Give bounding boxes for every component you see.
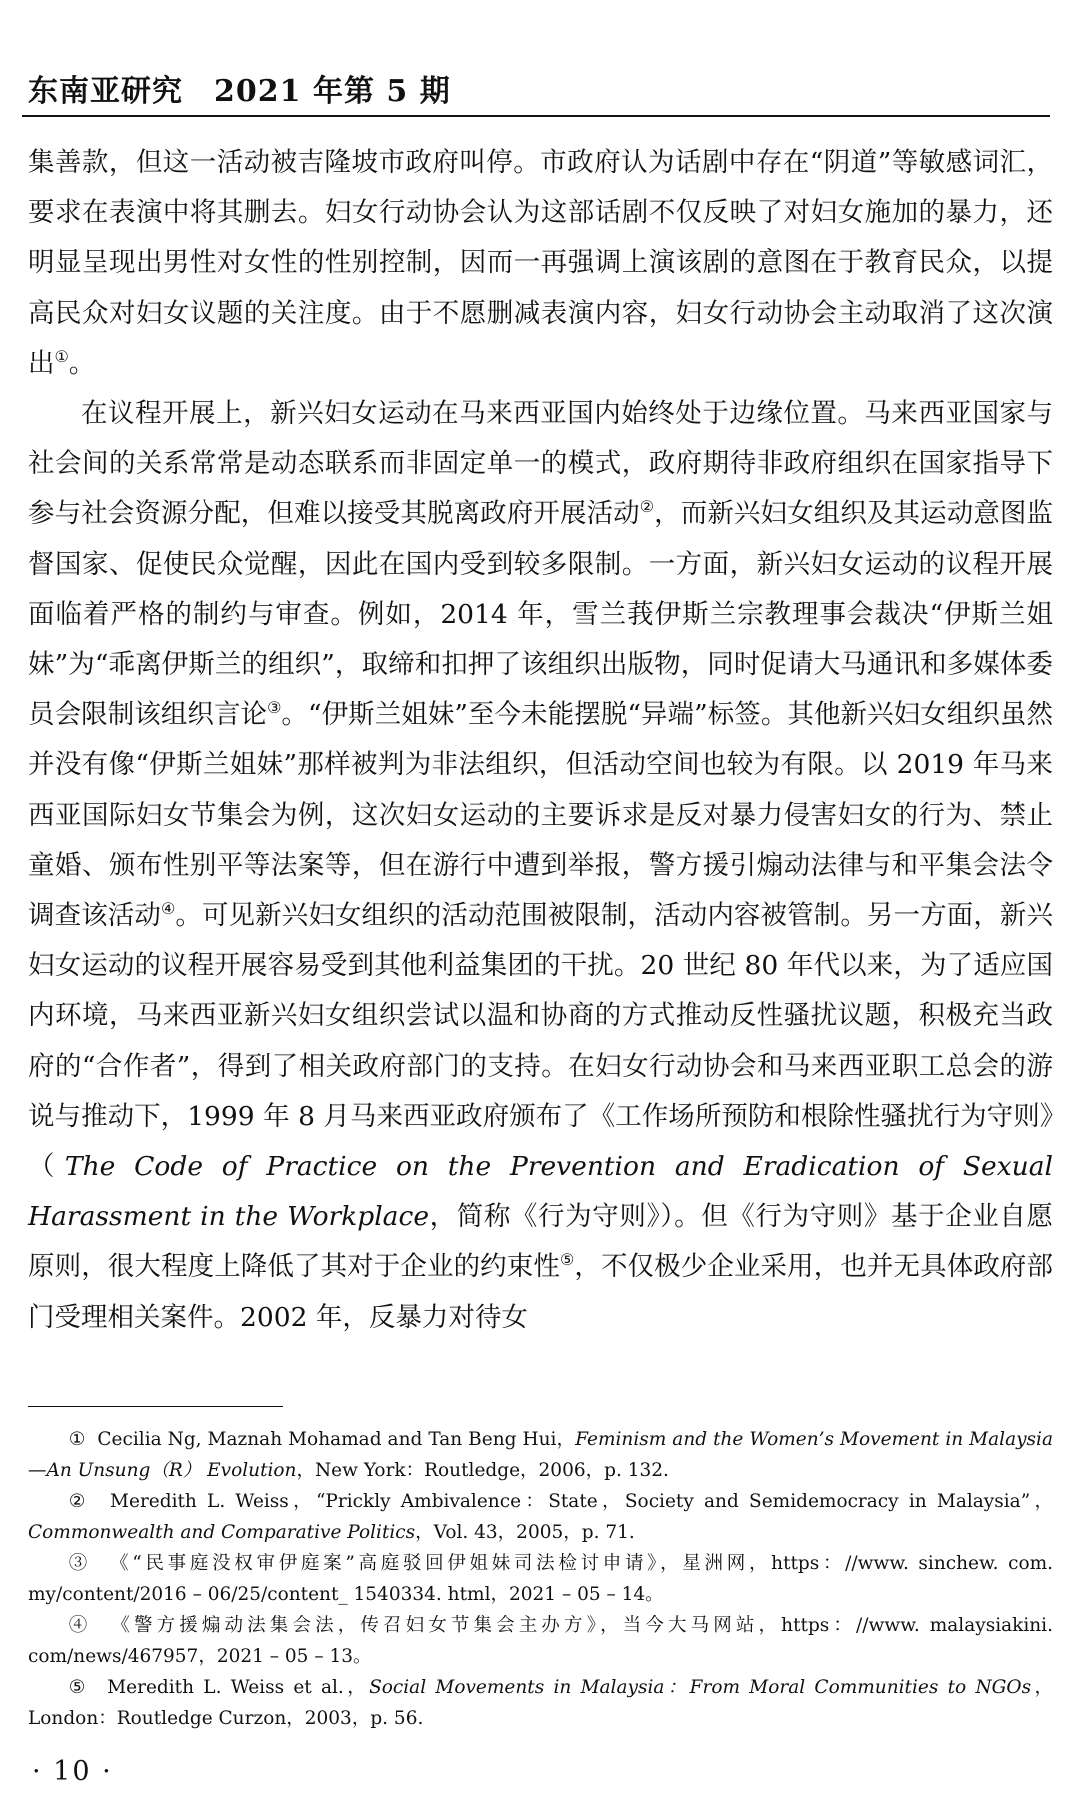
footnote-rule [28,1406,283,1407]
page-number: · 10 · [32,1756,113,1787]
footnote-ref-5[interactable]: ⑤ [559,1250,575,1270]
footnote-ref-3[interactable]: ③ [267,698,282,718]
footnote-4: ④ 《警方援煽动法集会法，传召妇女节集会主办方》，当今大马网站，https：//www. malaysiakini. com/news/467957，2021 – 05 – 13。 [28,1615,1053,1667]
footnote-5: ⑤ Meredith L. Weiss et al.，Social Movements in Malaysia：From Moral Communities to NGOs，London：Routledge Curzon，2003，p. 56. [28,1677,1053,1729]
footnote-ref-2[interactable]: ② [639,497,655,517]
footnote-ref-4[interactable]: ④ [161,899,176,919]
header-rule [22,115,1050,117]
footnote-2: ② Meredith L. Weiss，“Prickly Ambivalence：State，Society and Semidemocracy in Malaysia”，Commonwealth and Comparative Politics，Vol. 43，2005，p. 71. [28,1491,1053,1543]
footnote-ref-1[interactable]: ① [54,346,69,366]
paragraph-2: 在议程开展上，新兴妇女运动在马来西亚国内始终处于边缘位置。马来西亚国家与社会间的关系常常是动态联系而非固定单一的模式，政府期待非政府组织在国家指导下参与社会资源分配，但难以接受其脱离政府开展活动②，而新兴妇女组织及其运动意图监督国家、促使民众觉醒，因此在国内受到较多限制。一方面，新兴妇女运动的议程开展面临着严格的制约与审查。例如，2014 年，雪兰莪伊斯兰宗教理事会裁决“伊斯兰姐妹”为“乖离伊斯兰的组织”，取缔和扣押了该组织出版物，同时促请大马通讯和多媒体委员会限制该组织言论③。“伊斯兰姐妹”至今未能摆脱“异端”标签。其他新兴妇女组织虽然并没有像“伊斯兰姐妹”那样被判为非法组织，但活动空间也较为有限。以 2019 年马来西亚国际妇女节集会为例，这次妇女运动的主要诉求是反对暴力侵害妇女的行为、禁止童婚、颁布性别平等法案等，但在游行中遭到举报，警方援引煽动法律与和平集会法令调查该活动④。可见新兴妇女组织的活动范围被限制，活动内容被管制。另一方面，新兴妇女运动的议程开展容易受到其他利益集团的干扰。20 世纪 80 年代以来，为了适应国内环境，马来西亚新兴妇女组织尝试以温和协商的方式推动反性骚扰议题，积极充当政府的“合作者”，得到了相关政府部门的支持。在妇女行动协会和马来西亚职工总会的游说与推动下，1999 年 8 月马来西亚政府颁布了《工作场所预防和根除性骚扰行为守则》（The Code of Practice on the Prevention and Eradication of Sexual Harassment in the Workplace，简称《行为守则》）。但《行为守则》基于企业自愿原则，很大程度上降低了其对于企业的约束性⑤，不仅极少企业采用，也并无具体政府部门受理相关案件。2002 年，反暴力对待女 [28,398,1054,1333]
footnote-3: ③ 《“民事庭没权审伊庭案”高庭驳回伊姐妹司法检讨申请》，星洲网，https：//www. sinchew. com. my/content/2016 – 06/25/content_ 1540334. html，2021 – 05 – 14。 [28,1553,1054,1605]
body-text [28,138,1053,1343]
paragraph-1: 集善款，但这一活动被吉隆坡市政府叫停。市政府认为话剧中存在“阴道”等敏感词汇，要求在表演中将其删去。妇女行动协会认为这部话剧不仅反映了对妇女施加的暴力，还明显呈现出男性对女性的性别控制，因而一再强调上演该剧的意图在于教育民众，以提高民众对妇女议题的关注度。由于不愿删减表演内容，妇女行动协会主动取消了这次演出①。 [28,147,1053,379]
footnote-1: ① Cecilia Ng, Maznah Mohamad and Tan Beng Hui，Feminism and the Women’s Movement in Malaysia—An Unsung（R） Evolution，New York：Routledge，2006，p. 132. [28,1429,1053,1481]
english-title: The Code of Practice on the Prevention and Eradication of Sexual Harassment in the Workplace [28,1151,1054,1233]
footnotes [28,1424,1053,1734]
running-head: 东南亚研究 2021 年第 5 期 [28,74,451,109]
